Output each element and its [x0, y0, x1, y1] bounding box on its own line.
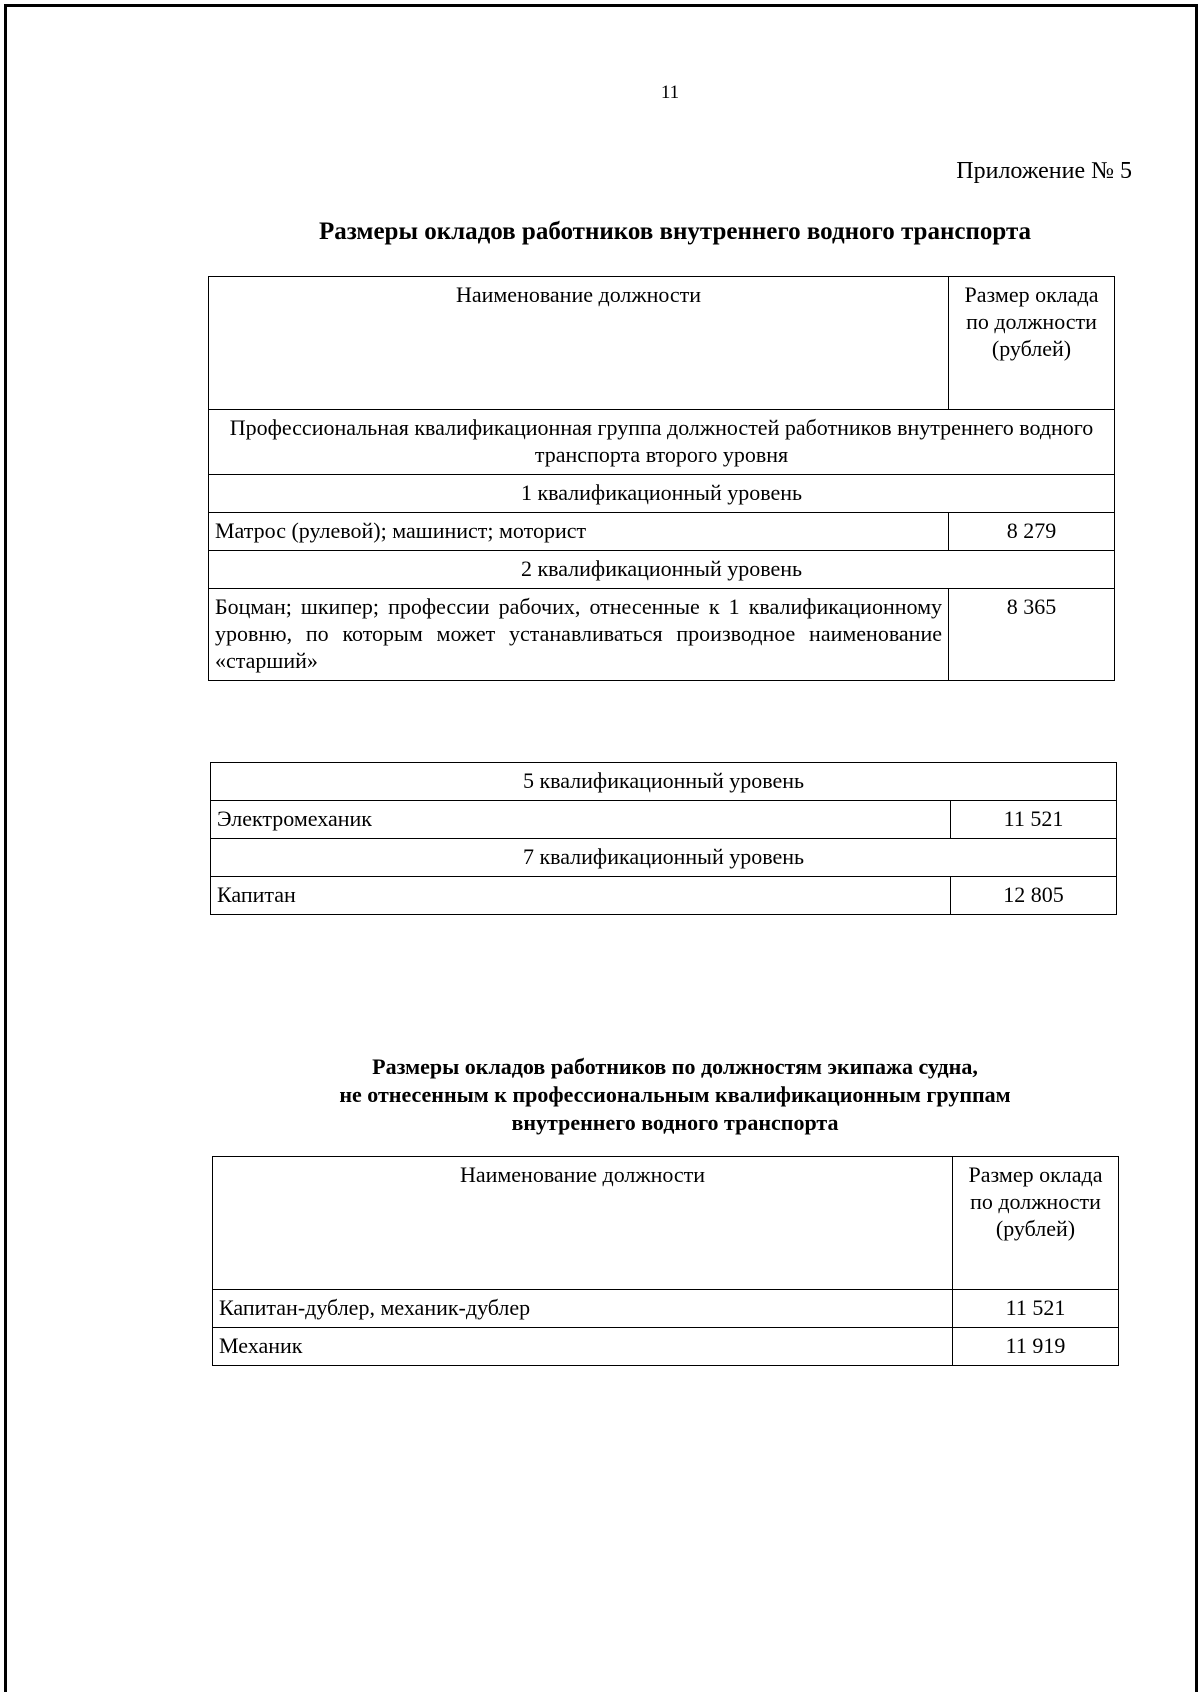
position-name: Механик [213, 1328, 953, 1366]
section2-title [0, 1053, 1200, 1137]
header-salary: Размер оклада по должности (рублей) [953, 1157, 1119, 1290]
table-row [209, 589, 1115, 681]
table-row [213, 1290, 1119, 1328]
table-row [213, 1328, 1119, 1366]
qualification-level-5: 5 квалификационный уровень [211, 763, 1117, 801]
position-salary: 12 805 [951, 877, 1117, 915]
table-row [211, 801, 1117, 839]
salary-table-2 [212, 1156, 1119, 1366]
section1-title: Размеры окладов работников внутреннего водного транспорта [318, 218, 1032, 245]
section2-title-line: Размеры окладов работников по должностям экипажа судна, [372, 1054, 978, 1079]
table-header-row [213, 1157, 1119, 1290]
level-row [211, 763, 1117, 801]
position-name: Капитан-дублер, механик-дублер [213, 1290, 953, 1328]
qualification-group-title: Профессиональная квалификационная группа должностей работников внутреннего водного транспорта второго уровня [209, 410, 1115, 475]
level-row [209, 551, 1115, 589]
appendix-label: Приложение № 5 [956, 158, 1132, 184]
position-name: Капитан [211, 877, 951, 915]
position-salary: 11 521 [953, 1290, 1119, 1328]
level-row [211, 839, 1117, 877]
position-name: Электромеханик [211, 801, 951, 839]
group-row [209, 410, 1115, 475]
salary-table-1-continued [210, 762, 1117, 915]
position-name: Боцман; шкипер; профессии рабочих, отнесенные к 1 квалификационному уровню, по которым может устанавливаться производное наименование «старший» [209, 589, 949, 681]
section2-title-line: внутреннего водного транспорта [511, 1110, 839, 1135]
table-row [211, 877, 1117, 915]
page-number: 11 [660, 82, 680, 103]
qualification-level-2: 2 квалификационный уровень [209, 551, 1115, 589]
qualification-level-7: 7 квалификационный уровень [211, 839, 1117, 877]
header-salary: Размер оклада по должности (рублей) [949, 277, 1115, 410]
position-name: Матрос (рулевой); машинист; моторист [209, 513, 949, 551]
table-header-row [209, 277, 1115, 410]
salary-table-1 [208, 276, 1115, 681]
position-salary: 8 365 [949, 589, 1115, 681]
qualification-level-1: 1 квалификационный уровень [209, 475, 1115, 513]
position-salary: 11 521 [951, 801, 1117, 839]
position-salary: 8 279 [949, 513, 1115, 551]
level-row [209, 475, 1115, 513]
header-position-name: Наименование должности [209, 277, 949, 410]
section2-title-line: не отнесенным к профессиональным квалификационным группам [339, 1082, 1011, 1107]
header-position-name: Наименование должности [213, 1157, 953, 1290]
position-salary: 11 919 [953, 1328, 1119, 1366]
table-row [209, 513, 1115, 551]
